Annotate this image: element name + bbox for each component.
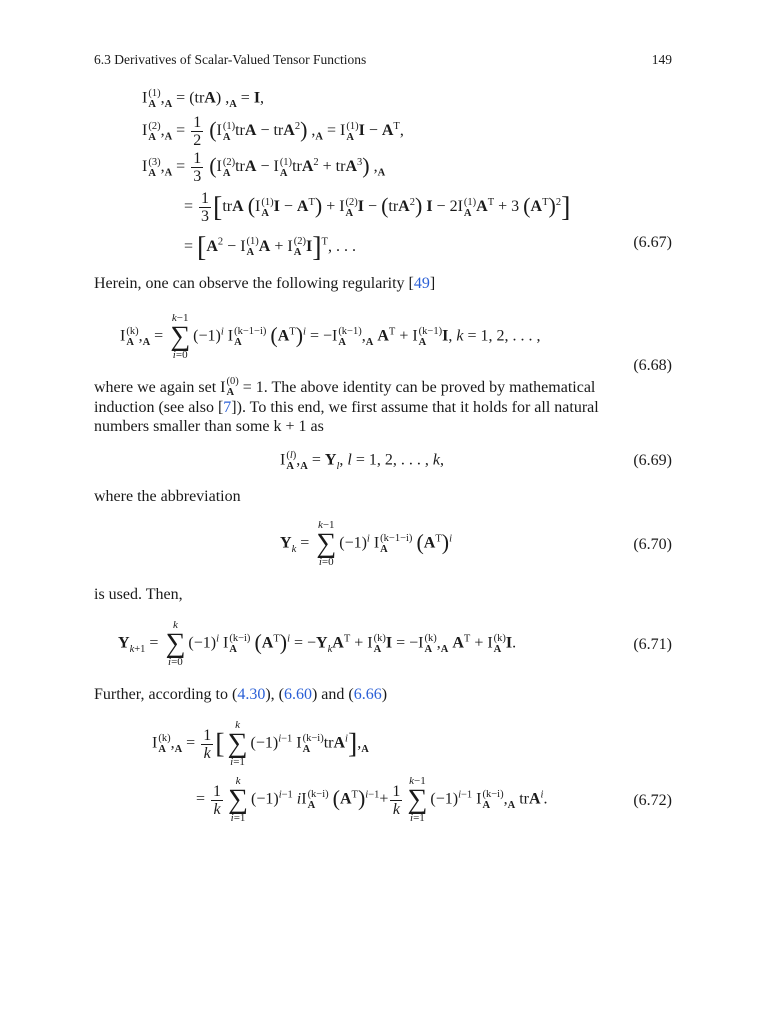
paragraph-induction xyxy=(94,376,674,436)
running-header-section: 6.3 Derivatives of Scalar-Valued Tensor Functions xyxy=(94,52,367,67)
equation-reference-link[interactable]: 6.60 xyxy=(283,686,312,703)
page-number: 149 xyxy=(651,52,672,67)
paragraph-further: Further, according to (4.30), (6.60) and (6.66) xyxy=(94,686,388,703)
equation-number: (6.72) xyxy=(633,792,672,809)
paragraph-line: numbers smaller than some k + 1 as xyxy=(94,418,324,435)
equation-reference-link[interactable]: 4.30 xyxy=(237,686,266,703)
citation-link[interactable]: 49 xyxy=(413,275,430,292)
paragraph-line: where we again set I (0) A = 1. The above identity can be proved by mathematical xyxy=(94,376,596,398)
book-page: 6.3 Derivatives of Scalar-Valued Tensor Functions 149 I (1) A $,_A = (trA) ,_A = I$, I (2) A $,_A$ = $\frac{1}{2}$ (I (1) A trA − trA$^2$) $,_A = I$ (1) A $I - A^T$, I (3) A $,_A$ = $\frac{1}{3}$ (I (2) A trA − I (1) A trA$^2$ + trA$^3$) $,_A$ = $\frac{1}{3}$ [trA (I (1) A $I - A^T) + I$ (2) A I − (trA$^2$) I − 2I (1) A $A^T + 3$ $(A^T)^2$] = [$A^2 - I$ (1) A A + I (2) A I]$^T$, . . . (6.67) Herein, one can observe the following regularity [49] I (k) A $,_A$ = k−1 ∑ i=0 $(-1)^i$ I (k−1−i) A $(A^T)^i = -I$ (k−1) A $,_A$ $A^T + I$ (k−1) A I, k = 1, 2, . . . , (6.68) where we again set I (0) A = 1. The above identity can be proved by mathematical induction (see also [7]). To this end, we first assume that it holds for all natural numbers smaller than some k + 1 as I (l) A $,_A = Y_l$, l = 1, 2, . . . , k, (6.69) where the abbreviation $Y_k$ = k−1 ∑ i=0 $(-1)^i$ I (k−1−i) A $(A^T)^i$ (6.70) is used. Then, $Y_{k+1}$ = k ∑ i=0 $(-1)^i$ I (k−i) A $(A^T)^i = -Y_kA^T + I$ (k) A I = −I (k) A $,_A$ $A^T + I$ (k) A I. (6.71) Further, according to (4.30), (6.60) and (6.66) I (k) A $,_A$ = $\frac{1}{k}$ [ k ∑ i=1 $(-1)^{i-1}$ I (k−i) A $trA^i],_A$ = $\frac{1}{k}$ k ∑ i=1 $(-1)^{i-1}$ iI (k−i) A $(A^T)^{i-1}+$ $\frac{1}{k}$ k−1 ∑ i=1 $(-1)^{i-1}$ I (k−i) A $,_A$ trA$^i$. (6.72) xyxy=(94,52,672,824)
equation-reference-link[interactable]: 6.66 xyxy=(353,686,382,703)
equation-number: (6.68) xyxy=(633,357,672,374)
paragraph-abbreviation: where the abbreviation xyxy=(94,488,241,505)
equation-number: (6.67) xyxy=(633,234,672,251)
equation-number: (6.69) xyxy=(633,452,672,469)
equation-number: (6.70) xyxy=(633,536,672,553)
paragraph-regularity: Herein, one can observe the following regularity [49] xyxy=(94,275,436,292)
citation-link[interactable]: 7 xyxy=(223,399,232,416)
paragraph-line: induction (see also [7]). To this end, we first assume that it holds for all natural xyxy=(94,399,599,416)
paragraph-then: is used. Then, xyxy=(94,586,183,603)
equation-number: (6.71) xyxy=(633,636,672,653)
